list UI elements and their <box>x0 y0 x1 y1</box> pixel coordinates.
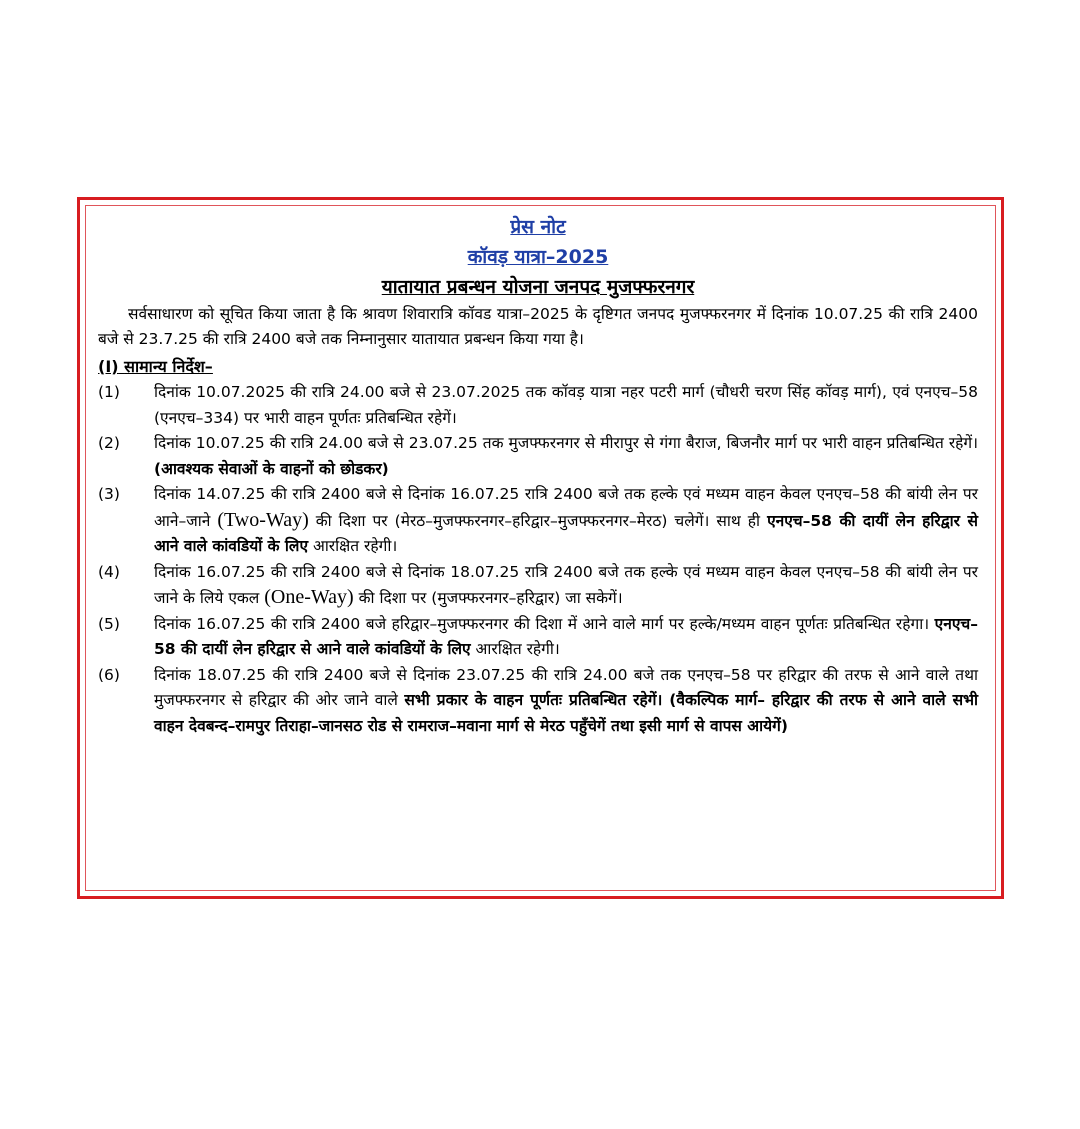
item-bold-text: एनएच–58 की दायीं लेन हरिद्वार से आने वाले कांवडियों के लिए <box>154 511 978 555</box>
item-bold-text: सभी प्रकार के वाहन पूर्णतः प्रतिबन्धित रहेगें। (वैकल्पिक मार्ग– हरिद्वार की तरफ से आने वाले सभी वाहन देवबन्द–रामपुर तिराहा–जानसठ रोड से रामराज–मवाना मार्ग से मेरठ पहुँचेगें तथा इसी मार्ग से वापस आयेगें) <box>154 691 978 735</box>
item-number: (5) <box>98 614 120 633</box>
heading-traffic-plan: यातायात प्रबन्धन योजना जनपद मुजफ्फरनगर <box>381 276 695 298</box>
item-text: दिनांक 18.07.25 की रात्रि 2400 बजे से दिनांक 23.07.25 की रात्रि 24.00 बजे तक एनएच–58 पर हरिद्वार की तरफ से आने वाले तथा मुजफ्फरनगर से हरिद्वार की ओर जाने वाले सभी प्रकार के वाहन पूर्णतः प्रतिबन्धित रहेगें। (वैकल्पिक मार्ग– हरिद्वार की तरफ से आने वाले सभी वाहन देवबन्द–रामपुर तिराहा–जानसठ रोड से रामराज–मवाना मार्ग से मेरठ पहुँचेगें तथा इसी मार्ग से वापस आयेगें) <box>154 665 978 735</box>
heading-press-note: प्रेस नोट <box>510 216 566 238</box>
item-number: (6) <box>98 665 120 684</box>
heading-kanwar-yatra: कॉवड़ यात्रा–2025 <box>467 246 609 268</box>
item-latin-text: (Two-Way) <box>217 508 309 531</box>
item-number: (2) <box>98 434 120 452</box>
item-text: दिनांक 10.07.2025 की रात्रि 24.00 बजे से 23.07.2025 तक कॉवड़ यात्रा नहर पटरी मार्ग (चौधरी चरण सिंह कॉवड़ मार्ग), एवं एनएच–58 (एनएच–334) पर भारी वाहन पूर्णतः प्रतिबन्धित रहेगें। <box>154 383 978 427</box>
item-number: (4) <box>98 562 120 581</box>
item-bold-text: एनएच–58 की दायीं लेन हरिद्वार से आने वाले कांवडियों के लिए <box>154 614 978 658</box>
list-item <box>98 612 978 663</box>
item-number: (3) <box>98 485 120 503</box>
list-item <box>98 380 978 431</box>
item-number: (1) <box>98 383 120 401</box>
item-text: दिनांक 10.07.25 की रात्रि 24.00 बजे से 23.07.25 तक मुजफ्फरनगर से मीरापुर से गंगा बैराज, बिजनौर मार्ग पर भारी वाहन प्रतिबन्धित रहेगें। (आवश्यक सेवाओं के वाहनों को छोडकर) <box>154 434 978 478</box>
item-text: दिनांक 14.07.25 की रात्रि 2400 बजे से दिनांक 16.07.25 रात्रि 2400 बजे तक हल्के एवं मध्यम वाहन केवल एनएच–58 की बांयी लेन पर आने–जाने (Two-Way) की दिशा पर (मेरठ–मुजफ्फरनगर–हरिद्वार–मुजफ्फरनगर–मेरठ) चलेगें। साथ ही एनएच–58 की दायीं लेन हरिद्वार से आने वाले कांवडियों के लिए आरक्षित रहेगी। <box>154 485 978 555</box>
list-item <box>98 482 978 560</box>
item-text: दिनांक 16.07.25 की रात्रि 2400 बजे हरिद्वार–मुजफ्फरनगर की दिशा में आने वाले मार्ग पर हल्के/मध्यम वाहन पूर्णतः प्रतिबन्धित रहेगा। एनएच–58 की दायीं लेन हरिद्वार से आने वाले कांवडियों के लिए आरक्षित रहेगी। <box>154 614 978 658</box>
list-item <box>98 560 978 612</box>
item-bold-text: (आवश्यक सेवाओं के वाहनों को छोडकर) <box>154 459 389 478</box>
item-latin-text: (One-Way) <box>264 586 354 608</box>
list-item <box>98 431 978 482</box>
intro-paragraph: सर्वसाधारण को सूचित किया जाता है कि श्रावण शिवारात्रि कॉवड यात्रा–2025 के दृष्टिगत जनपद मुजफ्फरनगर में दिनांक 10.07.25 की रात्रि 2400 बजे से 23.7.25 की रात्रि 2400 बजे तक निम्नानुसार यातायात प्रबन्धन किया गया है। <box>98 305 978 348</box>
list-item <box>98 663 978 740</box>
item-text: दिनांक 16.07.25 की रात्रि 2400 बजे से दिनांक 18.07.25 रात्रि 2400 बजे तक हल्के एवं मध्यम वाहन केवल एनएच–58 की बांयी लेन पर जाने के लिये एकल (One-Way) की दिशा पर (मुजफ्फरनगर–हरिद्वार) जा सकेगें। <box>154 562 978 608</box>
section-heading: (I) सामान्य निर्देश– <box>98 357 213 376</box>
press-note <box>98 212 978 739</box>
